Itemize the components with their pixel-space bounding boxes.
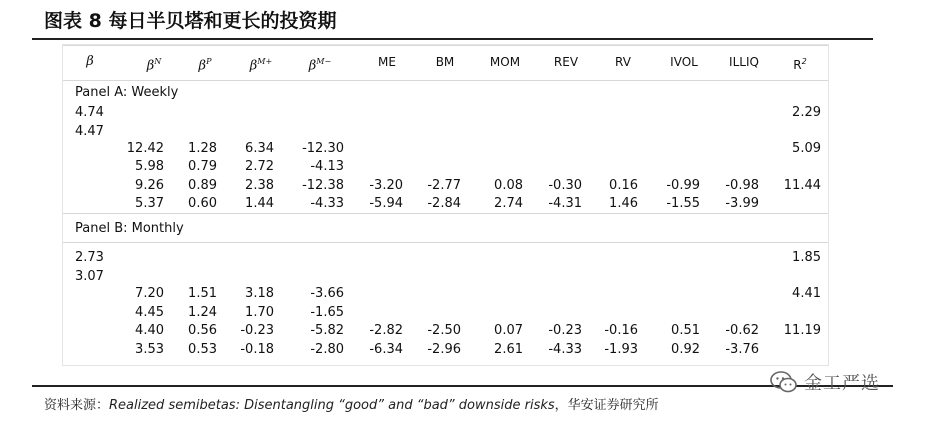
panel-a-cell: 2.72	[245, 159, 274, 174]
column-header-superscript: M−	[316, 57, 332, 66]
panel-a-cell: 0.60	[188, 196, 217, 211]
panel-b-cell: -2.50	[427, 323, 461, 338]
column-header	[231, 54, 291, 74]
panel-b-cell: -2.82	[369, 323, 403, 338]
results-table	[62, 44, 829, 366]
panel-b-cell: 1.70	[245, 305, 274, 320]
panel-a-cell: 0.16	[609, 178, 638, 193]
column-header	[593, 54, 653, 70]
panel-b-cell: 3.53	[135, 342, 164, 357]
column-header-superscript: 2	[801, 57, 807, 66]
panel-b-cell: -0.23	[240, 323, 274, 338]
panel-b-lone-beta: 2.73	[75, 250, 104, 265]
panel-b-cell: 0.92	[671, 342, 700, 357]
panel-b-cell: 11.19	[783, 323, 821, 338]
column-header-text: ME	[378, 55, 396, 69]
top-rule	[32, 38, 873, 40]
column-header	[357, 54, 417, 70]
panel-b-cell: 2.61	[494, 342, 523, 357]
column-header-text: β	[86, 54, 94, 69]
panel-a-cell: -4.33	[310, 196, 344, 211]
panel-a-cell: -4.13	[310, 159, 344, 174]
column-header-text: IVOL	[670, 55, 698, 69]
panel-b-lone-beta: 3.07	[75, 269, 104, 284]
panel-b-cell: 1.51	[188, 286, 217, 301]
panel-b-cell: 0.53	[188, 342, 217, 357]
panel-a-cell: -0.98	[725, 178, 759, 193]
panel-b-cell: 1.24	[188, 305, 217, 320]
column-header	[290, 54, 350, 74]
panel-a-cell: 2.74	[494, 196, 523, 211]
column-header	[175, 54, 235, 74]
column-header-text: MOM	[489, 55, 521, 69]
panel-b-cell: -2.96	[427, 342, 461, 357]
column-header-superscript: N	[154, 57, 162, 66]
panel-b-cell: -4.33	[548, 342, 582, 357]
column-header	[60, 54, 120, 70]
source-prefix: 资料来源：	[44, 398, 110, 413]
column-header-superscript: M+	[257, 57, 273, 66]
column-header-text: β	[249, 58, 258, 74]
panel-a-cell: -12.38	[302, 178, 344, 193]
column-header	[770, 54, 830, 73]
panel-a-lone-r2: 2.29	[792, 105, 821, 120]
panel-b-cell: 4.41	[792, 286, 821, 301]
column-header-text: R	[793, 58, 802, 72]
column-header-text: REV	[553, 55, 579, 69]
panel-b-cell: 0.07	[494, 323, 523, 338]
panel-a-cell: 6.34	[245, 141, 274, 156]
column-header-text: β	[198, 58, 207, 74]
table-top-border	[63, 45, 828, 46]
column-header	[415, 54, 475, 70]
column-header-superscript: P	[206, 57, 212, 66]
panel-a-cell: 11.44	[783, 178, 821, 193]
wechat-icon	[770, 371, 798, 393]
source-paper-title: Realized semibetas: Disentangling “good” and “bad” downside risks	[109, 398, 555, 413]
watermark-text: 金工严选	[804, 373, 880, 394]
panel-b-cell: -1.65	[310, 305, 344, 320]
panel-b-cell: 0.51	[671, 323, 700, 338]
column-header-text: BM	[435, 55, 455, 69]
panel-a-cell: 0.08	[494, 178, 523, 193]
panel-a-cell: -12.30	[302, 141, 344, 156]
panel-b-cell: -0.23	[548, 323, 582, 338]
panel-a-cell: 2.38	[245, 178, 274, 193]
panel-a-lone-beta: 4.74	[75, 105, 104, 120]
panel-a-cell: -2.77	[427, 178, 461, 193]
panel-a-cell: -0.99	[666, 178, 700, 193]
panel-b-cell: -1.93	[604, 342, 638, 357]
panel-b-cell: -0.62	[725, 323, 759, 338]
panel-b-cell: -0.16	[604, 323, 638, 338]
panel-a-cell: 5.98	[135, 159, 164, 174]
panel-b-cell: 3.18	[245, 286, 274, 301]
column-header-text: RV	[615, 55, 631, 69]
panel-a-cell: 1.44	[245, 196, 274, 211]
panel-a-cell: -3.99	[725, 196, 759, 211]
panel-b-cell: 4.40	[135, 323, 164, 338]
panel-a-cell: 1.28	[188, 141, 217, 156]
panel-b-cell: 4.45	[135, 305, 164, 320]
panel-b-cell: -0.18	[240, 342, 274, 357]
panel-a-cell: -1.55	[666, 196, 700, 211]
panel-a-cell: 5.09	[792, 141, 821, 156]
column-header	[536, 54, 596, 70]
panel-b-cell: -3.76	[725, 342, 759, 357]
source-suffix: ，华安证券研究所	[554, 398, 659, 413]
column-header	[475, 54, 535, 70]
panel-a-cell: -4.31	[548, 196, 582, 211]
panel-a-label: Panel A: Weekly	[75, 85, 179, 100]
column-header	[654, 54, 714, 70]
column-header	[714, 54, 774, 70]
panel-a-cell: -0.30	[548, 178, 582, 193]
panel-b-cell: -3.66	[310, 286, 344, 301]
panel-a-cell: 9.26	[135, 178, 164, 193]
column-header-text: β	[146, 58, 155, 74]
bottom-rule	[32, 385, 893, 387]
panel-b-cell: 7.20	[135, 286, 164, 301]
panel-a-cell: 5.37	[135, 196, 164, 211]
panel-b-cell: -6.34	[369, 342, 403, 357]
panel-b-label: Panel B: Monthly	[75, 221, 184, 236]
panel-divider	[63, 213, 828, 214]
panel-b-cell: -5.82	[310, 323, 344, 338]
panel-b-lone-r2: 1.85	[792, 250, 821, 265]
header-divider	[63, 80, 828, 81]
panel-a-cell: 0.79	[188, 159, 217, 174]
source-note	[44, 394, 659, 413]
panel-b-label-divider	[63, 242, 828, 243]
panel-a-cell: 0.89	[188, 178, 217, 193]
panel-a-cell: -5.94	[369, 196, 403, 211]
column-header-text: ILLIQ	[729, 55, 759, 69]
panel-b-cell: 0.56	[188, 323, 217, 338]
panel-a-cell: -2.84	[427, 196, 461, 211]
figure-title: 图表 8 每日半贝塔和更长的投资期	[44, 10, 337, 32]
panel-a-cell: -3.20	[369, 178, 403, 193]
column-header-text: β	[308, 58, 317, 74]
panel-b-cell: -2.80	[310, 342, 344, 357]
panel-a-cell: 12.42	[126, 141, 164, 156]
watermark-logo	[770, 368, 910, 394]
panel-a-lone-beta: 4.47	[75, 124, 104, 139]
panel-a-cell: 1.46	[609, 196, 638, 211]
